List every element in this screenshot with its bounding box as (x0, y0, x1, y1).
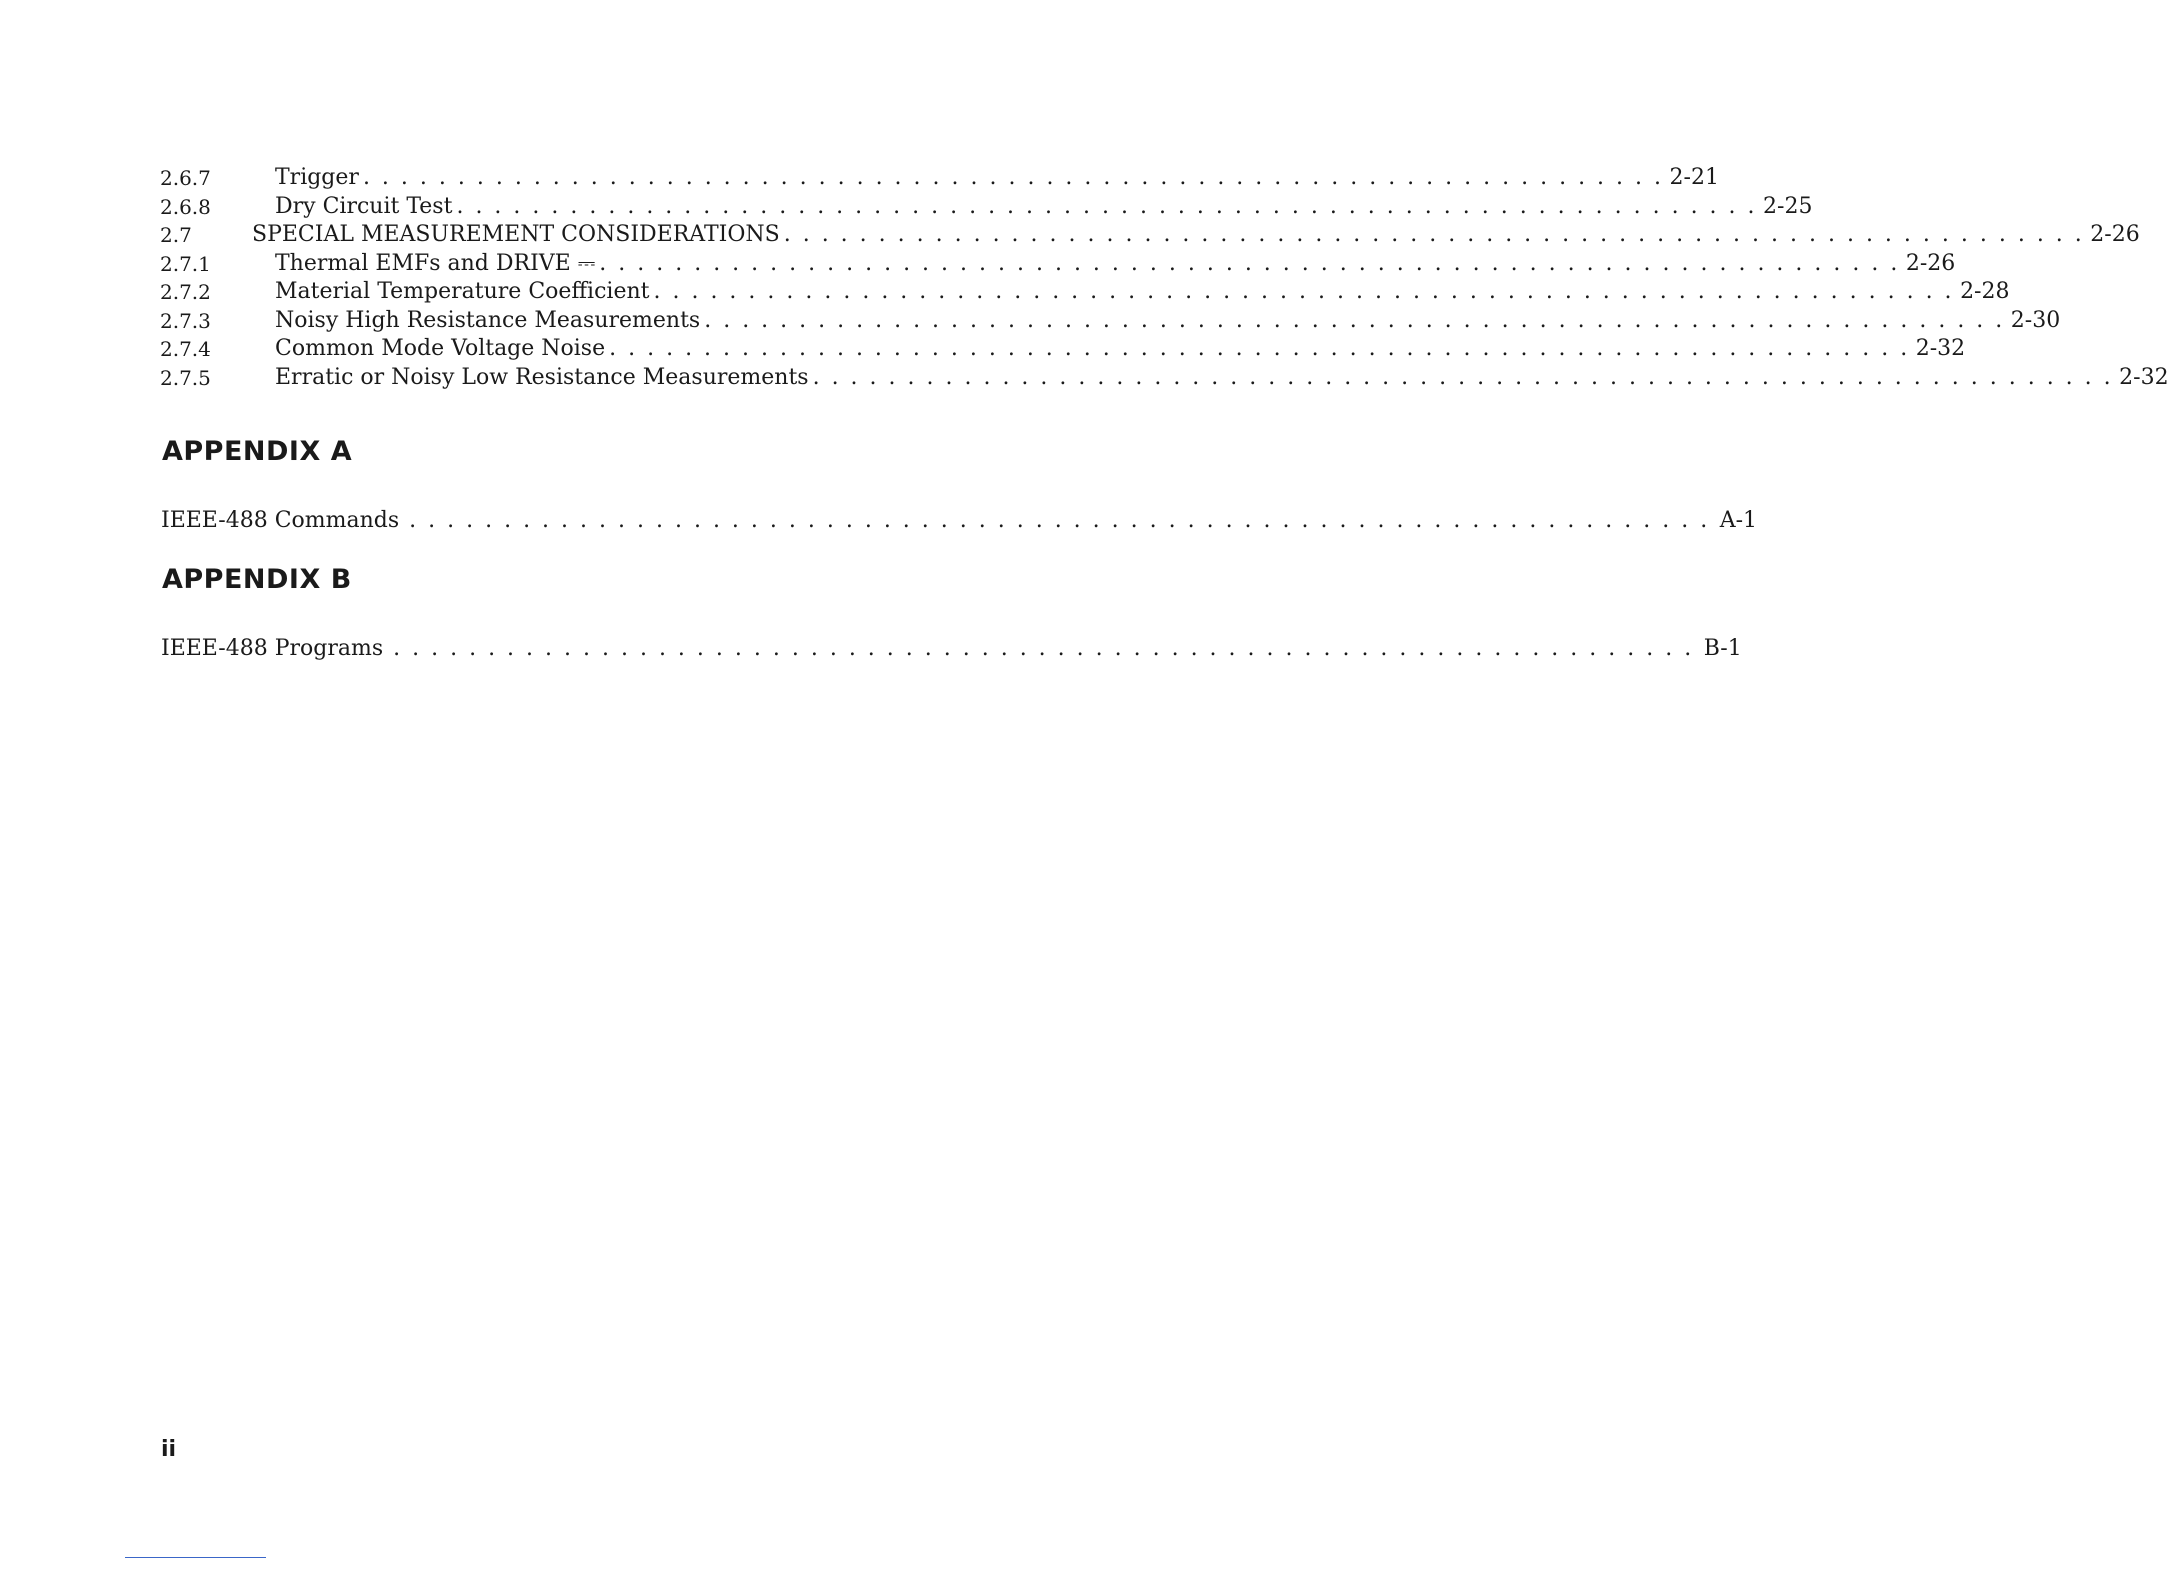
toc-page: 2-25 (1763, 193, 1813, 219)
toc-title: Material Temperature Coefficient (275, 279, 650, 304)
toc-title: Common Mode Voltage Noise (275, 336, 606, 361)
toc-page: 2-32 (2119, 364, 2169, 390)
appendix-b-heading: APPENDIX B (162, 564, 352, 595)
toc-number: 2.7.4 (160, 337, 211, 361)
toc-leader-dots: . . . . . . . . . . . . . . . . . . . . . . . . . . . . . . . . . . . . . . . . . . . . . . . . . . . . . . . . . . . . . . . . . . . . . (704, 307, 2005, 333)
toc-number: 2.7 (160, 223, 192, 247)
toc-page: B-1 (1703, 636, 1742, 661)
appendix-b-entry (161, 636, 1742, 661)
appendix-a-heading: APPENDIX A (162, 436, 353, 467)
footer-rule (125, 1557, 266, 1558)
toc-number: 2.7.3 (160, 308, 211, 333)
toc-row (160, 164, 1719, 193)
toc-page: 2-21 (1669, 165, 1719, 190)
toc-row (160, 193, 1813, 222)
page-number: ii (161, 1437, 177, 1462)
toc-leader-dots: . . . . . . . . . . . . . . . . . . . . . . . . . . . . . . . . . . . . . . . . . . . . . . . . . . . . . . . . . . . . . . . . . . . . . (362, 165, 1664, 190)
toc-title: Dry Circuit Test (275, 193, 453, 219)
toc-title: Noisy High Resistance Measurements (275, 307, 701, 333)
toc-page: 2-28 (1960, 279, 2010, 304)
toc-title: IEEE-488 Programs (161, 636, 384, 661)
toc-leader-dots: . . . . . . . . . . . . . . . . . . . . . . . . . . . . . . . . . . . . . . . . . . . . . . . . . . . . . . . . . . . . . . . . . . . . . (409, 508, 1710, 533)
toc-number: 2.7.1 (160, 251, 211, 276)
toc-row (160, 278, 2010, 307)
toc-page: 2-32 (1915, 336, 1966, 361)
toc-leader-dots: . . . . . . . . . . . . . . . . . . . . . . . . . . . . . . . . . . . . . . . . . . . . . . . . . . . . . . . . . . . . . . . . . . . . . (653, 279, 1955, 304)
toc-leader-dots: . . . . . . . . . . . . . . . . . . . . . . . . . . . . . . . . . . . . . . . . . . . . . . . . . . . . . . . . . . . . . . . . . . . . . (456, 193, 1758, 219)
toc-title: Erratic or Noisy Low Resistance Measurements (275, 364, 809, 390)
appendix-a-entry (161, 508, 1758, 533)
toc-page: 2-26 (2090, 222, 2140, 247)
toc-leader-dots: . . . . . . . . . . . . . . . . . . . . . . . . . . . . . . . . . . . . . . . . . . . . . . . . . . . . . . . . . . . . . . . . . . . . . (609, 336, 1910, 361)
toc-title: SPECIAL MEASUREMENT CONSIDERATIONS (252, 222, 780, 247)
toc-title: Trigger (275, 165, 359, 190)
toc-number: 2.7.2 (160, 280, 211, 304)
toc-section-2 (160, 164, 2169, 392)
toc-leader-dots: . . . . . . . . . . . . . . . . . . . . . . . . . . . . . . . . . . . . . . . . . . . . . . . . . . . . . . . . . . . . . . . . . . . . . (783, 222, 2085, 247)
toc-row (160, 221, 2140, 250)
toc-page: 2-30 (2010, 307, 2061, 333)
toc-page: A-1 (1719, 508, 1758, 533)
toc-row (160, 250, 1956, 279)
toc-leader-dots: . . . . . . . . . . . . . . . . . . . . . . . . . . . . . . . . . . . . . . . . . . . . . . . . . . . . . . . . . . . . . . . . . . . . . (812, 364, 2114, 390)
toc-title: IEEE-488 Commands (161, 508, 400, 533)
toc-number: 2.7.5 (160, 365, 211, 390)
toc-number: 2.6.8 (160, 194, 211, 219)
toc-number: 2.6.7 (160, 166, 211, 190)
toc-leader-dots: . . . . . . . . . . . . . . . . . . . . . . . . . . . . . . . . . . . . . . . . . . . . . . . . . . . . . . . . . . . . . . . . . . . . . (393, 636, 1694, 661)
toc-title: Thermal EMFs and DRIVE ⎓ (275, 250, 596, 276)
toc-row (160, 307, 2061, 336)
toc-leader-dots: . . . . . . . . . . . . . . . . . . . . . . . . . . . . . . . . . . . . . . . . . . . . . . . . . . . . . . . . . . . . . . . . . . . . . (599, 250, 1900, 276)
toc-page: 2-26 (1905, 250, 1956, 276)
toc-row (160, 364, 2169, 393)
toc-row (160, 335, 1966, 364)
